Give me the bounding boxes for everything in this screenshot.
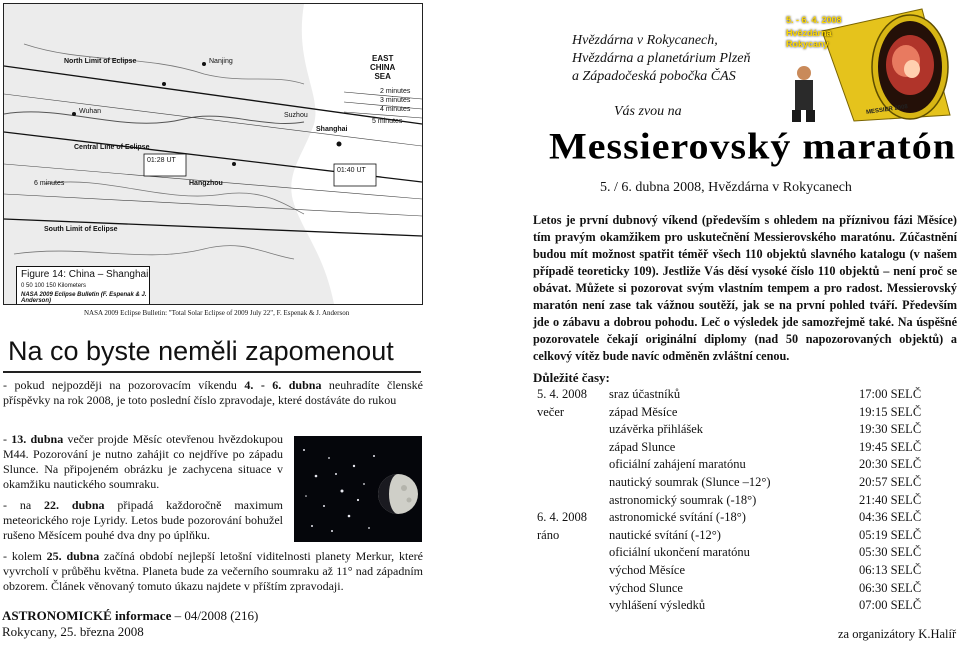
poster-place: Hvězdárna Rokycany: [786, 28, 832, 49]
schedule-time: 20:57 SELČ: [859, 475, 922, 489]
duration-3: 3 minutes: [380, 97, 411, 104]
duration-5: 5 minutes: [372, 118, 403, 125]
city-nanjing: Nanjing: [209, 58, 233, 65]
schedule-event: vyhlášení výsledků: [609, 598, 706, 613]
south-limit-label: South Limit of Eclipse: [44, 226, 118, 233]
schedule-time: 19:30 SELČ: [859, 422, 922, 437]
map-graphic: [4, 4, 422, 304]
city-wuhan: Wuhan: [79, 108, 102, 115]
map-credit: NASA 2009 Eclipse Bulletin (F. Espenak & J. Anderson): [21, 292, 147, 304]
schedule-time: 20:30 SELČ: [859, 457, 922, 472]
poster-caption: MESSIER 2008: [865, 104, 909, 116]
schedule-day: večer: [537, 404, 565, 419]
schedule-day: 6. 4. 2008: [537, 510, 587, 525]
duration-6: 6 minutes: [34, 180, 65, 187]
schedule-event: oficiální ukončení maratónu: [609, 545, 750, 560]
schedule-event: nautické svítání (-12°): [609, 527, 721, 542]
schedule-event: nautický soumrak (Slunce –12°): [609, 475, 771, 489]
reminder-item-1: - pokud nejpozději na pozorovacím víkendu 4. - 6. dubna neuhradíte členské příspěvky na rok 2008, je toto poslední číslo zpravodaje, které dostáváte do rukou: [3, 378, 423, 407]
duration-4: 4 minutes: [380, 106, 411, 113]
signature: za organizátory K.Halíř: [838, 627, 957, 641]
schedule-event: západ Slunce: [609, 439, 676, 454]
reminder-item-2: - 13. dubna večer projde Měsíc otevřenou hvězdokupou M44. Pozorování je nutno zahájit co nejdříve po západu Slunce. Na připojeném obrázku je zachycena situace v okamžiku nautického soumraku.: [3, 432, 284, 491]
city-shanghai: Shanghai: [316, 126, 348, 133]
map-figure-label: Figure 14: China – Shanghai: [21, 269, 149, 280]
schedule-day: 5. 4. 2008: [537, 387, 587, 401]
time-label-a: 01:28 UT: [147, 157, 176, 164]
event-date: 5. / 6. dubna 2008, Hvězdárna v Rokycanech: [600, 180, 852, 195]
schedule-time: 19:15 SELČ: [859, 404, 922, 419]
schedule-heading: Důležité časy:: [533, 370, 610, 385]
eclipse-map: [3, 3, 423, 305]
bulletin-date: Rokycany, 25. března 2008: [2, 624, 144, 639]
duration-2: 2 minutes: [380, 88, 411, 95]
schedule-time: 21:40 SELČ: [859, 492, 922, 507]
schedule-time: 19:45 SELČ: [859, 439, 922, 454]
invite-text: Vás zvou na: [614, 104, 682, 119]
schedule-event: uzávěrka přihlášek: [609, 422, 704, 437]
north-limit-label: North Limit of Eclipse: [64, 58, 137, 65]
reminder-item-3: - na 22. dubna připadá každoročně maximum meteorického roje Lyridy. Letos bude pozorování bohužel rušeno Měsícem pouhé dva dny po úplňku.: [3, 498, 283, 542]
bulletin-info: ASTRONOMICKÉ informace – 04/2008 (216): [2, 608, 259, 623]
schedule-time: 06:13 SELČ: [859, 563, 922, 577]
marathon-poster: [782, 3, 956, 123]
city-hangzhou: Hangzhou: [189, 180, 223, 187]
poster-date: 5. - 6. 4. 2008: [786, 15, 842, 25]
sea-label: EAST CHINA SEA: [370, 54, 396, 81]
schedule-time: 06:30 SELČ: [859, 580, 922, 595]
central-line-label: Central Line of Eclipse: [74, 144, 150, 151]
time-label-b: 01:40 UT: [337, 167, 366, 174]
section-heading: Na co byste neměli zapomenout: [8, 336, 394, 366]
schedule-time: 05:19 SELČ: [859, 527, 922, 542]
event-intro: Letos je první dubnový víkend (především s ohledem na příznivou fázi Měsíce) tím pravým okamžikem pro uskutečnění Messierovského maratónu. Zúčastnění budou mít možnost spatřit téměř všech 110 objektů slavného katalogu (v našem případě teoreticky 109). Jestliže Vás děsí vysoké číslo 110 objektů – není proč se obávat. Můžete si pozorovat svým vlastním tempem a pro radost. Messierovský maratón není zase tak vážnou soutěží, jak se na první pohled tváří. Především jde o zábavu a dobrou pohodu. Leč o výsledek jde samozřejmě také. Na úspěšné pozorovatele čekají originální diplomy (nad 50 napozorovaných objektů) a celkový vítěz bude navíc odměněn zvláštní cenou.: [533, 213, 957, 363]
schedule-time: 07:00 SELČ: [859, 598, 922, 613]
organizers: Hvězdárna v Rokycanech, Hvězdárna a planetárium Plzeň a Západočeská pobočka ČAS: [572, 33, 751, 84]
schedule-day: ráno: [537, 527, 560, 542]
city-suzhou: Suzhou: [284, 112, 308, 119]
schedule-event: oficiální zahájení maratónu: [609, 457, 746, 472]
schedule-time: 04:36 SELČ: [859, 510, 922, 525]
moon-m44-image: [294, 436, 422, 542]
map-source: NASA 2009 Eclipse Bulletin: "Total Solar Eclipse of 2009 July 22", F. Espenak & J. Anderson: [84, 309, 350, 317]
schedule-time: 17:00 SELČ: [859, 387, 922, 401]
map-caption-box: [16, 266, 150, 305]
reminder-item-4: - kolem 25. dubna začíná období nejlepší letošní viditelnosti planety Merkur, které vyvrcholí v průběhu května. Planeta bude za večerního soumraku až 11° nad západním obzorem. Článek věnovaný tomuto úkazu najdete v příštím zpravodaji.: [3, 549, 423, 593]
schedule-event: sraz účastníků: [609, 387, 681, 401]
schedule-event: východ Měsíce: [609, 563, 686, 577]
schedule-event: astronomické svítání (-18°): [609, 510, 746, 525]
map-scale: 0 50 100 150 Kilometers: [21, 283, 87, 289]
schedule-event: západ Měsíce: [609, 404, 678, 419]
schedule-event: východ Slunce: [609, 580, 683, 595]
event-title: Messierovský maratón: [549, 124, 956, 167]
schedule-event: astronomický soumrak (-18°): [609, 492, 757, 507]
heading-rule: [3, 371, 421, 373]
schedule-time: 05:30 SELČ: [859, 545, 922, 560]
